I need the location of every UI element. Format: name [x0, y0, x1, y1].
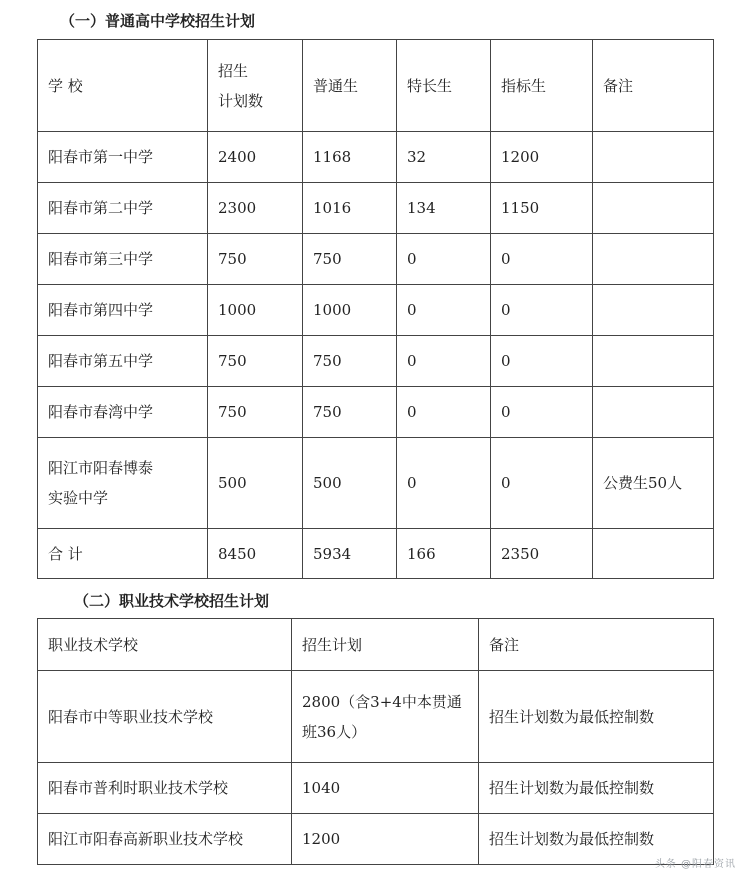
- watermark: 头条 @阳春资讯: [654, 859, 736, 870]
- header-school: 职业技术学校: [38, 619, 292, 671]
- cell-school: 阳春市第二中学: [38, 183, 208, 234]
- cell-plan: 750: [208, 387, 303, 438]
- table-row: [38, 671, 714, 763]
- cell-quota: 1150: [491, 183, 593, 234]
- table-header-row: [38, 619, 714, 671]
- cell-school: 阳春市第一中学: [38, 132, 208, 183]
- high-school-plan-table: [37, 39, 714, 579]
- cell-school: 阳江市阳春高新职业技术学校: [38, 814, 292, 865]
- header-special: 特长生: [397, 40, 491, 132]
- header-note: 备注: [593, 40, 714, 132]
- cell-school: 阳春市普利时职业技术学校: [38, 763, 292, 814]
- cell-special: 0: [397, 285, 491, 336]
- total-label: 合 计: [38, 529, 208, 579]
- cell-plan: 1000: [208, 285, 303, 336]
- cell-note: [593, 132, 714, 183]
- cell-school-line2: 实验中学: [48, 489, 109, 507]
- cell-note: [593, 234, 714, 285]
- header-regular: 普通生: [303, 40, 397, 132]
- cell-special: 0: [397, 336, 491, 387]
- cell-plan: 500: [208, 438, 303, 529]
- total-note: [593, 529, 714, 579]
- cell-plan: 2400: [208, 132, 303, 183]
- cell-note: [593, 183, 714, 234]
- cell-regular: 1016: [303, 183, 397, 234]
- cell-quota: 0: [491, 387, 593, 438]
- cell-regular: 750: [303, 387, 397, 438]
- table-row: [38, 285, 714, 336]
- total-quota: 2350: [491, 529, 593, 579]
- cell-quota: 0: [491, 438, 593, 529]
- header-note: 备注: [479, 619, 714, 671]
- header-plan: 招生计划: [292, 619, 479, 671]
- section2-title: （二）职业技术学校招生计划: [74, 592, 270, 610]
- header-plan-line1: 招生: [218, 61, 249, 80]
- cell-regular: 750: [303, 234, 397, 285]
- table-row: [38, 183, 714, 234]
- table-row: [38, 438, 714, 529]
- cell-regular: 750: [303, 336, 397, 387]
- cell-quota: 0: [491, 234, 593, 285]
- cell-regular: 1168: [303, 132, 397, 183]
- cell-plan: 750: [208, 336, 303, 387]
- cell-special: 0: [397, 438, 491, 529]
- cell-school: 阳春市第三中学: [38, 234, 208, 285]
- table-row: [38, 387, 714, 438]
- table-row: [38, 814, 714, 865]
- cell-plan-line2: 班36人）: [302, 722, 367, 741]
- cell-note: 招生计划数为最低控制数: [479, 671, 714, 763]
- cell-school: [38, 438, 208, 529]
- total-special: 166: [397, 529, 491, 579]
- cell-quota: 1200: [491, 132, 593, 183]
- header-school: 学 校: [38, 40, 208, 132]
- table-header-row: [38, 40, 714, 132]
- total-regular: 5934: [303, 529, 397, 579]
- cell-school: 阳春市第五中学: [38, 336, 208, 387]
- header-quota: 指标生: [491, 40, 593, 132]
- cell-plan: 1200: [292, 814, 479, 865]
- cell-special: 0: [397, 387, 491, 438]
- cell-plan: 750: [208, 234, 303, 285]
- cell-plan-line1: 2800（含3+4中本贯通: [302, 692, 462, 711]
- cell-school: 阳春市第四中学: [38, 285, 208, 336]
- cell-regular: 1000: [303, 285, 397, 336]
- cell-school: 阳春市中等职业技术学校: [38, 671, 292, 763]
- cell-plan: [292, 671, 479, 763]
- cell-plan: 2300: [208, 183, 303, 234]
- cell-regular: 500: [303, 438, 397, 529]
- table-row: [38, 132, 714, 183]
- cell-note: [593, 387, 714, 438]
- table-row: [38, 234, 714, 285]
- header-plan-line2: 计划数: [218, 91, 264, 110]
- cell-note: [593, 336, 714, 387]
- cell-special: 32: [397, 132, 491, 183]
- vocational-plan-table: [37, 618, 714, 865]
- header-plan: [208, 40, 303, 132]
- cell-plan: 1040: [292, 763, 479, 814]
- cell-quota: 0: [491, 336, 593, 387]
- cell-note: 公费生50人: [593, 438, 714, 529]
- cell-note: [593, 285, 714, 336]
- cell-school-line1: 阳江市阳春博泰: [48, 459, 154, 477]
- cell-note: 招生计划数为最低控制数: [479, 763, 714, 814]
- cell-special: 0: [397, 234, 491, 285]
- total-row: [38, 529, 714, 579]
- table-row: [38, 763, 714, 814]
- cell-quota: 0: [491, 285, 593, 336]
- total-plan: 8450: [208, 529, 303, 579]
- cell-school: 阳春市春湾中学: [38, 387, 208, 438]
- cell-note: 招生计划数为最低控制数: [479, 814, 714, 865]
- section1-title: （一）普通高中学校招生计划: [60, 12, 256, 30]
- cell-special: 134: [397, 183, 491, 234]
- table-row: [38, 336, 714, 387]
